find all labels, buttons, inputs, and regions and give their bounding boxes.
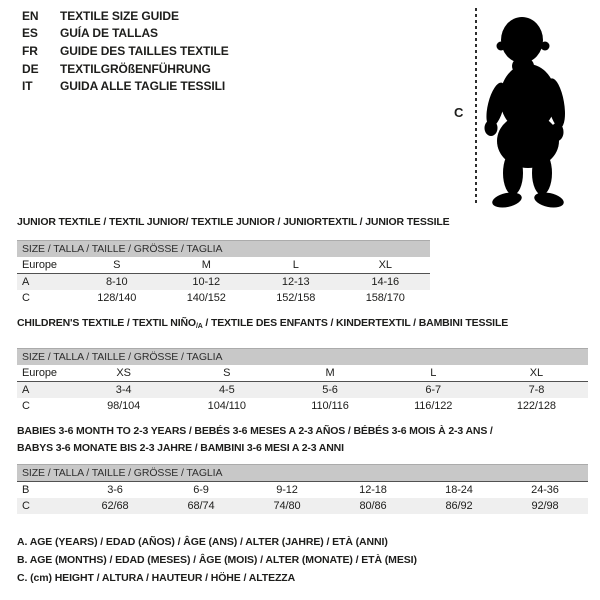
size-cell: 86/92 — [445, 500, 473, 512]
row-label: A — [22, 276, 30, 288]
size-cell: 80/86 — [359, 500, 387, 512]
size-cell: 152/158 — [276, 292, 316, 304]
size-cell: 18-24 — [445, 484, 473, 496]
size-cell: 10-12 — [192, 276, 221, 288]
size-cell: 140/152 — [186, 292, 226, 304]
height-figure — [440, 0, 600, 215]
size-cell: 68/74 — [187, 500, 215, 512]
language-row-fr — [22, 42, 229, 60]
language-title: GUIDA ALLE TAGLIE TESSILI — [60, 79, 226, 94]
table-row-a — [17, 274, 430, 290]
size-cell: S — [113, 259, 121, 271]
size-cell: 158/170 — [365, 292, 405, 304]
language-title: GUIDE DES TAILLES TEXTILE — [60, 43, 229, 58]
row-label: Europe — [22, 367, 57, 379]
table-header-bar: SIZE / TALLA / TAILLE / GRÖSSE / TAGLIA — [17, 240, 430, 257]
language-list — [22, 7, 229, 95]
language-code: FR — [22, 43, 38, 58]
footnote-legend — [17, 533, 417, 587]
size-cell: M — [201, 259, 211, 271]
language-title: TEXTILE SIZE GUIDE — [60, 8, 179, 23]
title-line-2: BABYS 3-6 MONATE BIS 2-3 JAHRE / BAMBINI 3-6 MESI A 2-3 ANNI — [17, 442, 344, 454]
size-cell: XL — [529, 367, 544, 379]
language-row-de — [22, 60, 229, 78]
footnote-b: B. AGE (MONTHS) / EDAD (MESES) / ÂGE (MOIS) / ALTER (MONATE) / ETÀ (MESI) — [17, 554, 417, 566]
title-text: / TEXTILE DES ENFANTS / KINDERTEXTIL / BAMBINI TESSILE — [202, 317, 509, 329]
table-row-c — [17, 498, 588, 514]
language-row-es — [22, 25, 229, 43]
junior-size-table — [17, 240, 430, 306]
size-cell: 12-18 — [359, 484, 387, 496]
table-header-bar: SIZE / TALLA / TAILLE / GRÖSSE / TAGLIA — [17, 464, 588, 482]
table-header-bar: SIZE / TALLA / TAILLE / GRÖSSE / TAGLIA — [17, 348, 588, 365]
size-cell: XL — [378, 259, 392, 271]
language-title: TEXTILGRÖßENFÜHRUNG — [60, 61, 211, 76]
footnote-a: A. AGE (YEARS) / EDAD (AÑOS) / ÂGE (ANS) / ALTER (JAHRE) / ETÀ (ANNI) — [17, 536, 388, 548]
size-cell: L — [430, 367, 437, 379]
babies-size-table — [17, 464, 588, 514]
row-label: C — [22, 292, 30, 304]
size-cell: 92/98 — [531, 500, 559, 512]
size-cell: 6-9 — [193, 484, 209, 496]
size-cell: 4-5 — [219, 384, 235, 396]
size-cell: 104/110 — [207, 400, 246, 412]
row-label: B — [22, 484, 30, 496]
table-row-europe — [17, 365, 588, 382]
size-cell: S — [223, 367, 231, 379]
size-cell: 14-16 — [371, 276, 400, 288]
footnote-c: C. (cm) HEIGHT / ALTURA / HAUTEUR / HÖHE / ALTEZZA — [17, 572, 296, 584]
size-cell: 3-4 — [115, 384, 132, 396]
babies-table-title — [17, 423, 493, 457]
size-cell: 8-10 — [105, 276, 128, 288]
table-row-a — [17, 382, 588, 398]
size-cell: 116/122 — [414, 400, 453, 412]
size-cell: XS — [116, 367, 131, 379]
size-cell: 62/68 — [101, 500, 129, 512]
size-cell: 98/104 — [107, 400, 141, 412]
row-label: Europe — [22, 259, 57, 271]
size-cell: 12-13 — [281, 276, 310, 288]
children-size-table — [17, 348, 588, 414]
language-row-en — [22, 7, 229, 25]
row-label: C — [22, 500, 30, 512]
row-label: A — [22, 384, 30, 396]
size-cell: 5-6 — [322, 384, 338, 396]
size-cell: 9-12 — [276, 484, 298, 496]
size-cell: 110/116 — [311, 400, 349, 412]
baby-silhouette-icon — [482, 8, 578, 208]
title-text: CHILDREN'S TEXTILE / TEXTIL NIÑO — [17, 317, 196, 329]
size-cell: M — [325, 367, 335, 379]
children-table-title — [17, 317, 508, 333]
title-subscript: /A — [195, 323, 203, 330]
table-row-europe — [17, 257, 430, 274]
language-code: EN — [22, 8, 39, 23]
table-row-c — [17, 290, 430, 306]
title-line-1: BABIES 3-6 MONTH TO 2-3 YEARS / BEBÉS 3-6 MESES A 2-3 AÑOS / BÉBÉS 3-6 MOIS À 2-3 ANS / — [17, 425, 493, 437]
size-cell: 122/128 — [516, 400, 556, 412]
language-code: ES — [22, 26, 38, 41]
table-row-c — [17, 398, 588, 414]
height-measure-label: C — [454, 105, 464, 120]
language-code: DE — [22, 61, 39, 76]
size-cell: 74/80 — [273, 500, 301, 512]
size-cell: 7-8 — [528, 384, 545, 396]
size-cell: 128/140 — [97, 292, 137, 304]
language-row-it — [22, 77, 229, 95]
size-cell: L — [292, 259, 299, 271]
language-code: IT — [22, 79, 33, 94]
size-cell: 6-7 — [425, 384, 442, 396]
junior-table-title: JUNIOR TEXTILE / TEXTIL JUNIOR/ TEXTILE JUNIOR / JUNIORTEXTIL / JUNIOR TESSILE — [17, 216, 450, 228]
dashed-height-line-icon — [475, 8, 477, 206]
row-label: C — [22, 400, 30, 412]
table-row-b — [17, 482, 588, 498]
size-cell: 3-6 — [107, 484, 123, 496]
language-title: GUÍA DE TALLAS — [60, 26, 158, 41]
size-cell: 24-36 — [531, 484, 559, 496]
